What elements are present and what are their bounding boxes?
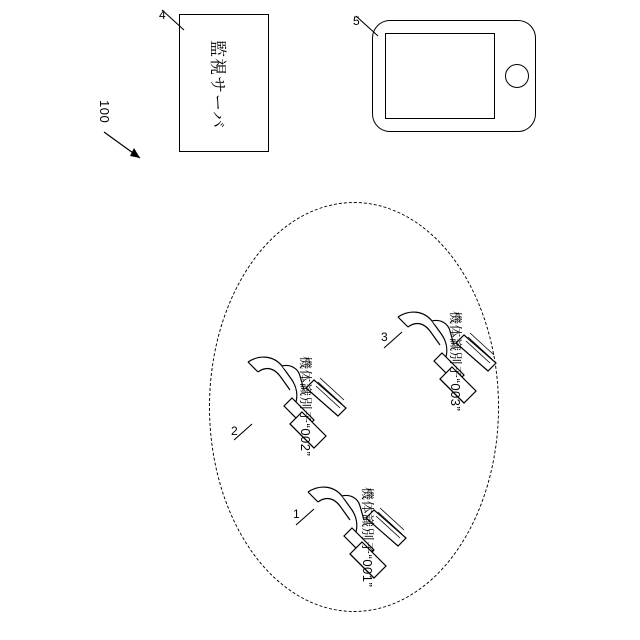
mobile-terminal-callout-line — [344, 12, 390, 46]
server-callout-number: 4 — [159, 8, 166, 22]
robot-001-callout-number: 1 — [293, 507, 300, 521]
robot-002-id-label: 機体識別子“002” — [298, 356, 313, 457]
robot-002-callout-number: 2 — [231, 424, 238, 438]
robot-003-callout-number: 3 — [381, 330, 388, 344]
mobile-terminal-callout-number: 5 — [353, 14, 360, 28]
mobile-terminal-home-button — [505, 64, 529, 88]
robot-001-id-label: 機体識別子“001” — [360, 487, 375, 588]
server-callout-line — [150, 6, 196, 40]
robot-003-id-label: 機体識別子“003” — [448, 311, 463, 412]
figure-reference-number: 100 — [97, 100, 112, 124]
figure-reference-arrow — [100, 130, 160, 180]
mobile-terminal-screen — [385, 33, 495, 119]
monitoring-server-label: 監視サーバ — [208, 40, 227, 130]
